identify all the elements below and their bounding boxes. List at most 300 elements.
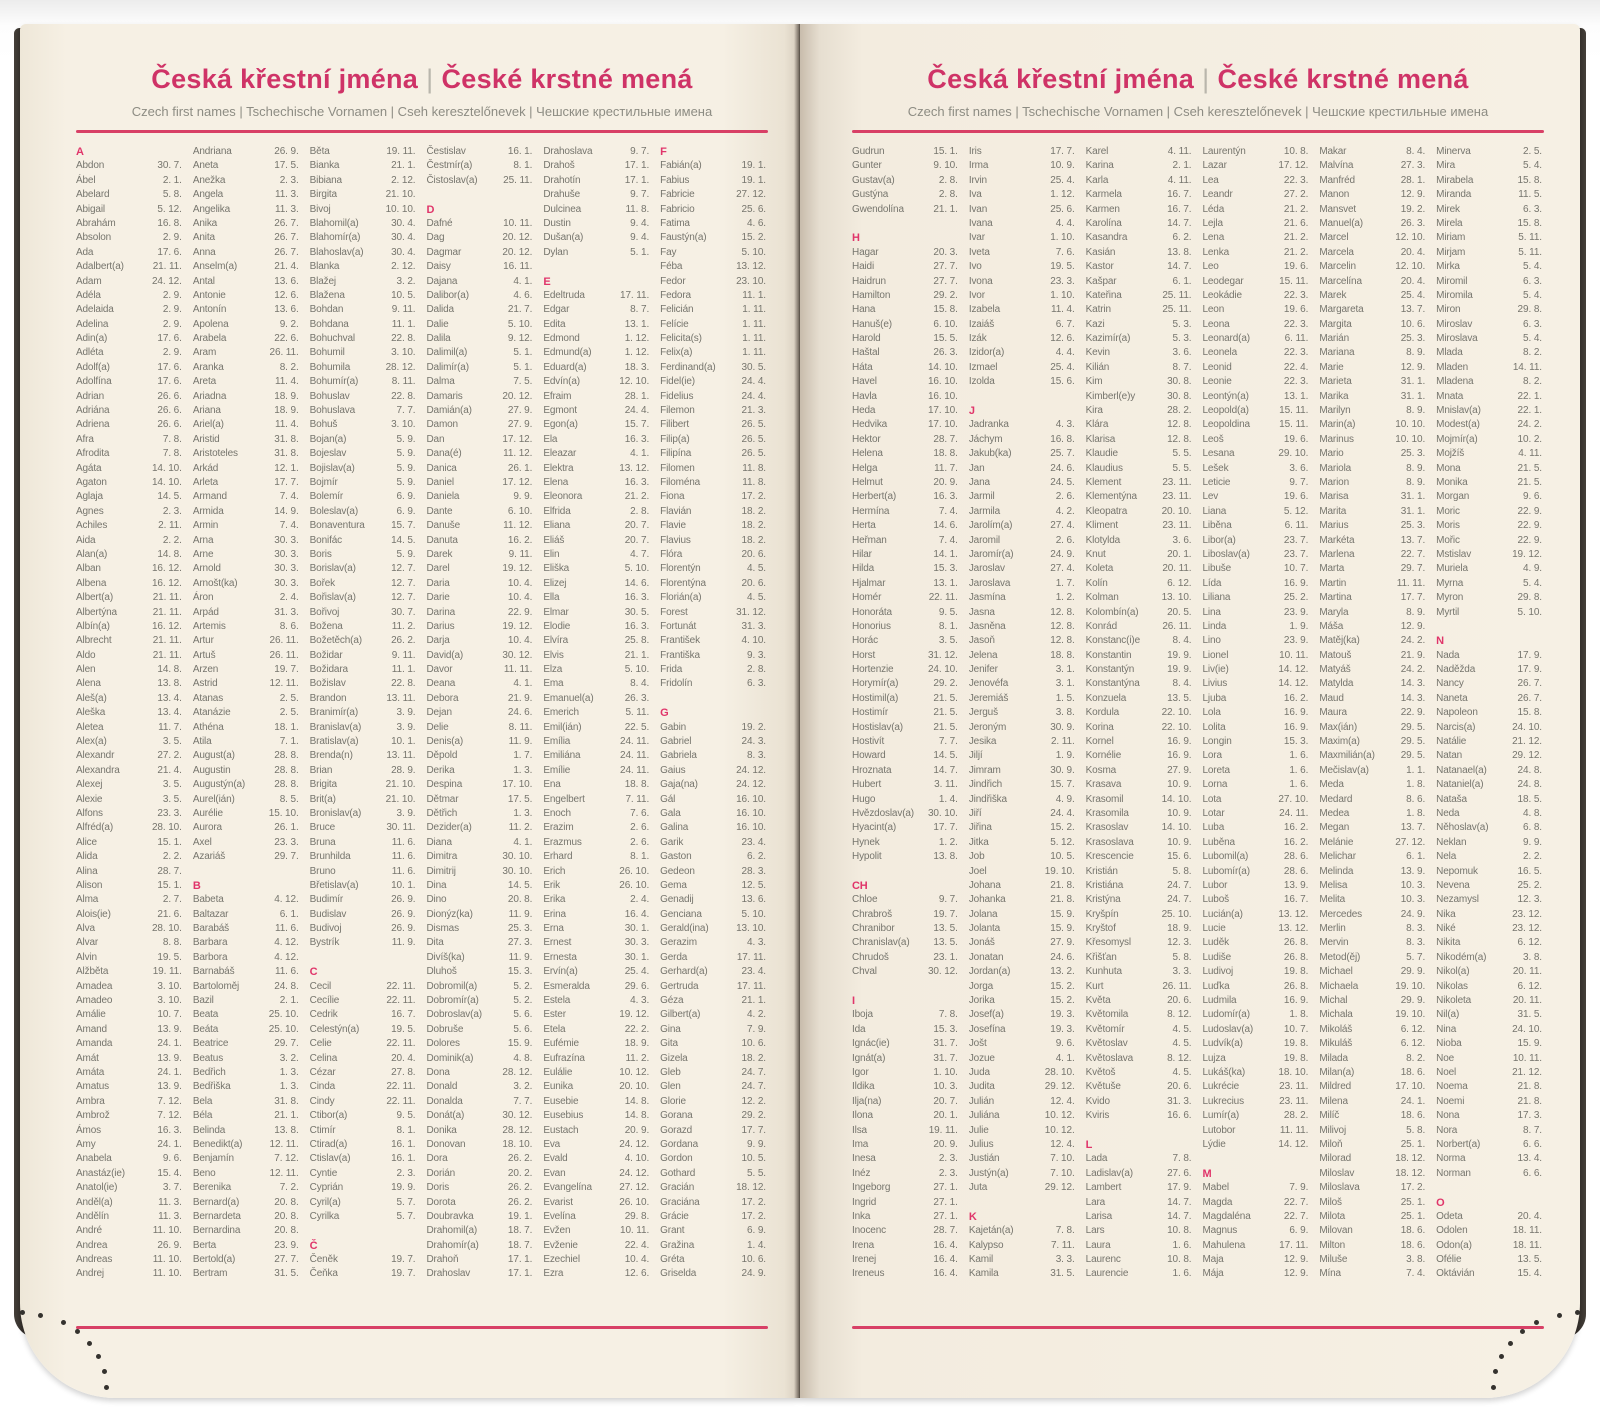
name-day-row bbox=[969, 218, 1077, 232]
name-day-date: 30. 5. bbox=[741, 361, 766, 373]
given-name: Darie bbox=[426, 592, 450, 604]
given-name: Minerva bbox=[1436, 146, 1471, 157]
given-name: Jozue bbox=[968, 1052, 995, 1064]
name-day-row bbox=[852, 204, 960, 218]
name-day-date: 2. 11. bbox=[1050, 736, 1075, 748]
name-day-row bbox=[193, 535, 301, 549]
name-day-date: 14. 7. bbox=[1167, 261, 1192, 273]
perforation-dot bbox=[1508, 1341, 1513, 1346]
name-day-row bbox=[1086, 1024, 1194, 1038]
name-day-date: 3. 6. bbox=[1289, 462, 1309, 474]
name-day-date: 6. 3. bbox=[1523, 318, 1542, 330]
name-day-row bbox=[1202, 1009, 1310, 1023]
name-column bbox=[543, 146, 651, 1283]
name-day-date: 2. 5. bbox=[1523, 146, 1542, 157]
name-day-date: 5. 1. bbox=[513, 361, 533, 373]
given-name: Hostimil(a) bbox=[852, 692, 899, 704]
name-day-date: 17. 10. bbox=[1395, 1081, 1426, 1093]
name-day-date: 4. 3. bbox=[1055, 419, 1075, 431]
name-day-date: 21. 10. bbox=[385, 189, 416, 201]
name-day-row bbox=[1086, 477, 1194, 491]
name-day-row bbox=[1202, 1096, 1310, 1110]
given-name: Kornel bbox=[1085, 736, 1114, 748]
given-name: Armida bbox=[192, 505, 224, 517]
name-day-row bbox=[426, 290, 534, 304]
given-name: Natálie bbox=[1436, 736, 1467, 748]
given-name: Jarmila bbox=[968, 505, 1001, 517]
name-day-date: 24. 4. bbox=[1050, 807, 1075, 819]
name-day-date: 7. 8. bbox=[162, 448, 182, 460]
name-day-date: 25. 10. bbox=[268, 1023, 299, 1035]
name-day-date: 6. 12. bbox=[1517, 980, 1542, 992]
name-day-date: 25. 1. bbox=[1400, 1210, 1426, 1222]
given-name: Antal bbox=[192, 275, 215, 287]
given-name: Gál bbox=[660, 793, 676, 805]
given-name: Margareta bbox=[1319, 304, 1364, 316]
given-name: Izaiáš bbox=[968, 318, 995, 330]
given-name: Háta bbox=[852, 361, 873, 373]
given-name: Mína bbox=[1319, 1268, 1341, 1280]
name-day-row bbox=[76, 1139, 184, 1153]
given-name: Bernardeta bbox=[192, 1210, 241, 1222]
name-day-row bbox=[193, 1139, 301, 1153]
name-day-date: 3. 10. bbox=[391, 347, 416, 359]
name-day-row bbox=[852, 506, 960, 520]
name-day-date: 14. 8. bbox=[157, 548, 182, 560]
given-name: Lars bbox=[1085, 1225, 1105, 1237]
name-day-date: 1. 5. bbox=[1055, 692, 1075, 704]
given-name: Darius bbox=[426, 620, 455, 632]
name-day-date: 14. 10. bbox=[1161, 793, 1192, 805]
name-day-date: 18. 3. bbox=[624, 361, 650, 373]
name-day-date: 16. 9. bbox=[1283, 577, 1309, 589]
given-name: Jeremiáš bbox=[968, 692, 1009, 704]
name-day-date: 30. 8. bbox=[1167, 390, 1192, 402]
name-day-date: 12. 4. bbox=[1050, 1095, 1075, 1107]
name-day-date: 15. 2. bbox=[1050, 822, 1075, 834]
given-name: Egmont bbox=[543, 405, 577, 417]
name-day-row bbox=[969, 1096, 1077, 1110]
given-name: Daisy bbox=[426, 261, 451, 273]
name-day-row bbox=[1086, 290, 1194, 304]
name-day-row bbox=[1202, 1240, 1310, 1254]
name-day-row bbox=[426, 175, 534, 189]
name-day-row bbox=[1086, 678, 1194, 692]
name-day-row bbox=[76, 347, 184, 361]
name-day-date: 4. 10. bbox=[741, 635, 766, 647]
name-day-date: 21. 8. bbox=[1050, 894, 1075, 906]
name-day-date: 15. 7. bbox=[1050, 779, 1075, 791]
name-column bbox=[1319, 146, 1427, 1283]
name-day-row bbox=[1436, 434, 1544, 448]
name-day-row bbox=[1202, 592, 1310, 606]
given-name: Konstantýna bbox=[1085, 678, 1140, 690]
name-day-row bbox=[310, 1168, 418, 1182]
name-day-row bbox=[1202, 549, 1310, 563]
given-name: Mirka bbox=[1436, 261, 1460, 273]
section-letter bbox=[852, 880, 960, 894]
name-day-date: 9. 6. bbox=[1055, 1038, 1075, 1050]
given-name: Myrna bbox=[1436, 577, 1464, 589]
name-day-date: 4. 5. bbox=[1172, 1023, 1192, 1035]
name-day-row bbox=[426, 448, 534, 462]
name-day-date: 19. 8. bbox=[1283, 1052, 1309, 1064]
section-letter bbox=[1202, 1168, 1310, 1182]
name-day-date: 5. 9. bbox=[396, 548, 416, 560]
name-day-row bbox=[1319, 563, 1427, 577]
given-name: Filibert bbox=[660, 419, 689, 431]
name-day-date: 14. 10. bbox=[1161, 822, 1192, 834]
given-name: Budimír bbox=[309, 894, 344, 906]
name-day-date: 27. 4. bbox=[1050, 563, 1075, 575]
given-name: Markéta bbox=[1319, 534, 1355, 546]
given-name: Arnošt(ka) bbox=[192, 577, 238, 589]
name-day-row bbox=[1086, 1081, 1194, 1095]
name-day-date: 21. 1. bbox=[741, 995, 766, 1007]
name-day-date: 7. 7. bbox=[938, 736, 958, 748]
name-day-row bbox=[426, 261, 534, 275]
name-day-row bbox=[660, 405, 768, 419]
name-day-row bbox=[1436, 419, 1544, 433]
section-letter-label: K bbox=[968, 1210, 977, 1223]
perforation-dot bbox=[1557, 1313, 1562, 1318]
given-name: Jitka bbox=[968, 836, 989, 848]
name-day-row bbox=[1202, 808, 1310, 822]
name-day-row bbox=[969, 204, 1077, 218]
name-day-row bbox=[1319, 175, 1427, 189]
section-letter bbox=[193, 880, 301, 894]
name-day-date: 16. 12. bbox=[151, 563, 182, 575]
name-day-date: 10. 2. bbox=[1517, 433, 1542, 445]
name-column bbox=[1436, 146, 1544, 1283]
name-day-date: 1. 3. bbox=[513, 807, 533, 819]
name-day-date: 14. 11. bbox=[1512, 361, 1542, 373]
given-name: Mona bbox=[1436, 462, 1461, 474]
name-day-date: 13. 7. bbox=[1400, 304, 1426, 316]
name-day-date: 2. 8. bbox=[938, 189, 958, 201]
name-day-date: 13. 12. bbox=[1278, 908, 1309, 920]
name-day-row bbox=[852, 1153, 960, 1167]
name-day-row bbox=[660, 635, 768, 649]
given-name: Bohuslava bbox=[309, 405, 356, 417]
given-name: Lída bbox=[1202, 577, 1222, 589]
name-day-date: 19. 9. bbox=[1167, 664, 1192, 676]
given-name: Lea bbox=[1202, 174, 1219, 186]
given-name: Dustin bbox=[543, 217, 571, 229]
given-name: Job bbox=[968, 851, 985, 863]
name-day-date: 9. 5. bbox=[396, 1110, 416, 1122]
given-name: Aldo bbox=[76, 649, 96, 661]
given-name: Mansvet bbox=[1319, 203, 1357, 215]
given-name: Adelina bbox=[76, 318, 109, 330]
name-day-date: 11. 6. bbox=[391, 851, 416, 863]
given-name: Břetislav(a) bbox=[309, 879, 359, 891]
given-name: Norbert(a) bbox=[1436, 1138, 1481, 1150]
name-day-row bbox=[1086, 304, 1194, 318]
given-name: Ludomír(a) bbox=[1202, 1009, 1250, 1021]
name-day-date: 5. 11. bbox=[1518, 232, 1542, 244]
name-day-row bbox=[969, 736, 1077, 750]
name-day-row bbox=[1319, 261, 1427, 275]
name-day-date: 5. 4. bbox=[1523, 289, 1542, 301]
name-day-row bbox=[76, 1153, 184, 1167]
name-day-row bbox=[193, 362, 301, 376]
name-day-row bbox=[310, 894, 418, 908]
given-name: Emerich bbox=[543, 707, 579, 719]
name-day-row bbox=[310, 1268, 418, 1282]
given-name: Dezider(a) bbox=[426, 822, 472, 834]
given-name: Erina bbox=[543, 908, 566, 920]
given-name: Lada bbox=[1085, 1153, 1108, 1165]
given-name: Hypolit bbox=[852, 851, 882, 863]
name-day-row bbox=[1086, 376, 1194, 390]
name-day-date: 16. 4. bbox=[933, 1254, 958, 1266]
name-day-row bbox=[76, 822, 184, 836]
given-name: Leonela bbox=[1202, 347, 1238, 359]
name-day-date: 9. 3. bbox=[747, 649, 766, 661]
name-day-row bbox=[543, 463, 651, 477]
given-name: Adin(a) bbox=[76, 333, 108, 345]
name-day-row bbox=[310, 621, 418, 635]
name-day-date: 17. 1. bbox=[507, 1254, 533, 1266]
given-name: Edita bbox=[543, 318, 566, 330]
name-day-date: 17. 3. bbox=[1517, 1110, 1542, 1122]
section-letter bbox=[969, 1211, 1077, 1225]
given-name: Bohumila bbox=[309, 361, 351, 373]
name-day-date: 25. 3. bbox=[1400, 520, 1426, 532]
name-day-date: 17. 2. bbox=[741, 1210, 766, 1222]
name-day-date: 10. 9. bbox=[1050, 160, 1075, 172]
given-name: Dafné bbox=[426, 217, 453, 229]
name-day-date: 24. 8. bbox=[1517, 764, 1542, 776]
name-day-row bbox=[543, 232, 651, 246]
given-name: Bruce bbox=[309, 822, 336, 834]
name-day-row bbox=[969, 765, 1077, 779]
given-name: Jaromír(a) bbox=[968, 548, 1014, 560]
name-day-date: 27. 1. bbox=[933, 1196, 958, 1208]
name-day-row bbox=[1202, 175, 1310, 189]
name-day-date: 1. 6. bbox=[1289, 779, 1309, 791]
name-day-date: 9. 9. bbox=[747, 1138, 766, 1150]
name-day-date: 18. 6. bbox=[1400, 1239, 1426, 1251]
name-day-row bbox=[426, 837, 534, 851]
given-name: Juliána bbox=[968, 1110, 1000, 1122]
given-name: Mojžíš bbox=[1436, 448, 1465, 460]
given-name: Boris bbox=[309, 548, 332, 560]
name-day-date: 17. 7. bbox=[1050, 146, 1075, 157]
given-name: Aleš(a) bbox=[76, 692, 107, 704]
perforation-dot bbox=[102, 1369, 107, 1374]
name-day-row bbox=[426, 1024, 534, 1038]
name-day-date: 10. 12. bbox=[1044, 1124, 1075, 1136]
given-name: Helga bbox=[852, 462, 878, 474]
name-day-row bbox=[543, 707, 651, 721]
name-day-row bbox=[660, 923, 768, 937]
given-name: Bojislav(a) bbox=[309, 462, 355, 474]
name-day-date: 10. 6. bbox=[741, 1254, 766, 1266]
name-day-row bbox=[852, 448, 960, 462]
name-day-row bbox=[1086, 650, 1194, 664]
given-name: Dorota bbox=[426, 1196, 456, 1208]
given-name: Milovan bbox=[1319, 1225, 1353, 1237]
name-day-date: 26. 5. bbox=[741, 448, 766, 460]
name-day-date: 16. 6. bbox=[1167, 1110, 1192, 1122]
given-name: Flavie bbox=[660, 520, 686, 532]
name-day-row bbox=[660, 1240, 768, 1254]
name-day-row bbox=[1319, 952, 1427, 966]
given-name: Jana bbox=[968, 476, 990, 488]
name-day-row bbox=[543, 650, 651, 664]
given-name: Aleška bbox=[76, 707, 106, 719]
given-name: Kasandra bbox=[1085, 232, 1128, 244]
name-day-row bbox=[969, 1168, 1077, 1182]
name-day-date: 22. 7. bbox=[1400, 548, 1426, 560]
name-day-date: 13. 11. bbox=[386, 750, 416, 762]
given-name: Narcis(a) bbox=[1436, 721, 1476, 733]
name-day-date: 6. 9. bbox=[747, 1225, 766, 1237]
name-day-date: 22. 10. bbox=[1161, 707, 1192, 719]
given-name: Květuše bbox=[1085, 1081, 1121, 1093]
name-day-date: 12. 10. bbox=[1395, 261, 1426, 273]
given-name: Inéz bbox=[852, 1167, 871, 1179]
given-name: Dora bbox=[426, 1153, 448, 1165]
given-name: Gizela bbox=[660, 1052, 688, 1064]
given-name: Gaston bbox=[660, 851, 692, 863]
given-name: Heřman bbox=[852, 534, 887, 546]
name-day-row bbox=[543, 750, 651, 764]
name-day-row bbox=[660, 722, 768, 736]
name-day-row bbox=[310, 319, 418, 333]
name-day-row bbox=[426, 966, 534, 980]
given-name: Křesomysl bbox=[1085, 937, 1131, 949]
name-day-date: 30. 10. bbox=[502, 865, 533, 877]
given-name: Gražina bbox=[660, 1239, 695, 1251]
name-day-date: 13. 5. bbox=[1167, 692, 1192, 704]
given-name: Anabela bbox=[76, 1153, 112, 1165]
name-day-date: 24. 6. bbox=[1050, 951, 1075, 963]
name-day-row bbox=[1319, 1125, 1427, 1139]
section-letter-label: D bbox=[426, 203, 435, 216]
name-day-date: 20. 8. bbox=[274, 1225, 299, 1237]
given-name: Ariadna bbox=[192, 390, 227, 402]
name-day-row bbox=[1086, 419, 1194, 433]
given-name: Martin bbox=[1319, 577, 1347, 589]
given-name: Ludiše bbox=[1202, 951, 1232, 963]
name-day-date: 20. 8. bbox=[507, 894, 533, 906]
given-name: Nela bbox=[1436, 851, 1457, 863]
given-name: Mikuláš bbox=[1319, 1038, 1353, 1050]
name-day-row bbox=[543, 146, 651, 160]
name-day-row bbox=[1436, 347, 1544, 361]
given-name: Mira bbox=[1436, 160, 1455, 172]
name-day-row bbox=[193, 405, 301, 419]
given-name: Klaudie bbox=[1085, 448, 1118, 460]
given-name: Hermína bbox=[852, 505, 890, 517]
name-day-row bbox=[1319, 607, 1427, 621]
name-day-row bbox=[310, 1024, 418, 1038]
name-day-date: 14. 10. bbox=[151, 476, 182, 488]
given-name: Harold bbox=[852, 333, 881, 345]
name-day-date: 16. 8. bbox=[1050, 433, 1075, 445]
name-day-date: 3. 2. bbox=[279, 1052, 299, 1064]
given-name: Kosma bbox=[1085, 764, 1117, 776]
given-name: Karel bbox=[1085, 146, 1109, 157]
given-name: Heda bbox=[852, 405, 876, 417]
given-name: Bojeslav bbox=[309, 448, 347, 460]
name-day-row bbox=[1319, 1268, 1427, 1282]
given-name: Izidor(a) bbox=[968, 347, 1005, 359]
name-day-date: 5. 3. bbox=[1172, 333, 1192, 345]
name-day-row bbox=[1202, 678, 1310, 692]
given-name: Amálie bbox=[76, 1009, 106, 1021]
given-name: Damaris bbox=[426, 390, 463, 402]
name-day-row bbox=[310, 880, 418, 894]
name-day-row bbox=[1319, 146, 1427, 160]
perforation-dot bbox=[1520, 1329, 1525, 1334]
name-day-row bbox=[426, 635, 534, 649]
name-day-row bbox=[426, 707, 534, 721]
given-name: Marieta bbox=[1319, 376, 1352, 388]
given-name: Chloe bbox=[852, 894, 878, 906]
given-name: Dimitrij bbox=[426, 865, 456, 877]
name-day-row bbox=[660, 419, 768, 433]
name-day-row bbox=[1319, 1110, 1427, 1124]
given-name: Anatol(ie) bbox=[76, 1182, 118, 1194]
given-name: Michala bbox=[1319, 1009, 1353, 1021]
name-day-date: 20. 8. bbox=[274, 1196, 299, 1208]
name-day-row bbox=[543, 880, 651, 894]
name-day-date: 17. 6. bbox=[157, 361, 182, 373]
name-day-date: 15. 3. bbox=[1283, 736, 1309, 748]
name-day-row bbox=[1436, 664, 1544, 678]
name-day-row bbox=[76, 995, 184, 1009]
given-name: Anežka bbox=[192, 174, 226, 186]
blank-row bbox=[852, 981, 960, 995]
name-day-date: 20. 4. bbox=[391, 1052, 416, 1064]
name-day-date: 17. 12. bbox=[1278, 160, 1309, 172]
name-day-date: 19. 9. bbox=[391, 1182, 416, 1194]
name-day-date: 5. 8. bbox=[1172, 951, 1192, 963]
name-day-row bbox=[1436, 981, 1544, 995]
given-name: Honorius bbox=[852, 620, 891, 632]
name-day-date: 1. 10. bbox=[933, 1067, 958, 1078]
name-day-row bbox=[969, 1024, 1077, 1038]
given-name: Božena bbox=[309, 620, 343, 632]
name-day-row bbox=[1319, 966, 1427, 980]
name-day-date: 22. 8. bbox=[391, 390, 416, 402]
name-day-date: 27. 12. bbox=[1395, 836, 1426, 848]
name-day-row bbox=[969, 463, 1077, 477]
name-day-row bbox=[852, 707, 960, 721]
name-day-row bbox=[660, 319, 768, 333]
given-name: Alen bbox=[76, 664, 96, 676]
name-day-date: 19. 5. bbox=[1050, 261, 1075, 273]
name-day-date: 16. 9. bbox=[1283, 721, 1309, 733]
name-day-row bbox=[543, 419, 651, 433]
name-day-date: 13. 9. bbox=[1283, 879, 1309, 891]
name-day-date: 1. 12. bbox=[624, 333, 650, 345]
name-column bbox=[852, 146, 960, 1283]
name-day-date: 28. 8. bbox=[274, 779, 299, 791]
given-name: Arpád bbox=[192, 606, 219, 618]
name-day-row bbox=[193, 1197, 301, 1211]
name-day-row bbox=[1319, 808, 1427, 822]
name-day-row bbox=[969, 247, 1077, 261]
given-name: Daria bbox=[426, 577, 450, 589]
name-column bbox=[969, 146, 1077, 1283]
given-name: Mstislav bbox=[1436, 548, 1472, 560]
name-day-date: 16. 4. bbox=[933, 1239, 958, 1251]
